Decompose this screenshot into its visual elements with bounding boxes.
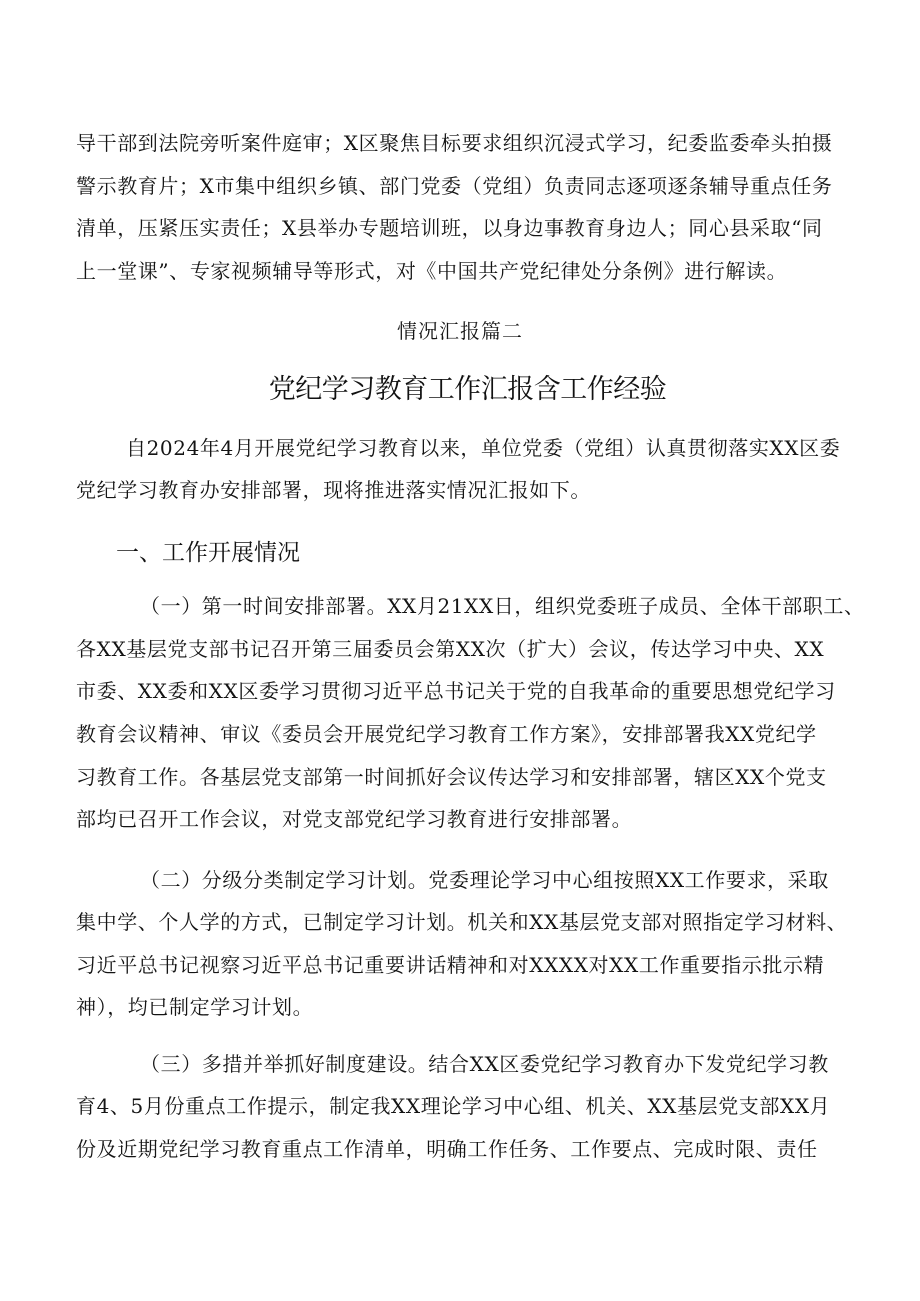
intro-line-2: 警示教育片；X市集中组织乡镇、部门党委（党组）负责同志逐项逐条辅导重点任务 [76, 174, 833, 198]
para-2-line-4: 神），均已制定学习计划。 [76, 995, 314, 1019]
intro-line-4: 上一堂课”、专家视频辅导等形式，对《中国共产党纪律处分条例》进行解读。 [76, 259, 788, 283]
para-1-line-6: 部均已召开工作会议，对党支部党纪学习教育进行安排部署。 [76, 807, 633, 831]
intro-line-3: 清单，压紧压实责任；X县举办专题培训班，以身边事教育身边人；同心县采取“同 [76, 216, 823, 240]
para-1-line-4: 教育会议精神、审议《委员会开展党纪学习教育工作方案》，安排部署我XX党纪学 [76, 722, 817, 746]
section-label: 情况汇报篇二 [397, 319, 523, 343]
para-1-line-2: 各XX基层党支部书记召开第三届委员会第XX次（扩大）会议，传达学习中央、XX [76, 637, 825, 661]
intro-line-1: 导干部到法院旁听案件庭审；X区聚焦目标要求组织沉浸式学习，纪委监委牵头拍摄 [76, 131, 833, 155]
opening-line-2: 党纪学习教育办安排部署，现将推进落实情况汇报如下。 [76, 478, 591, 502]
para-1-line-5: 习教育工作。各基层党支部第一时间抓好会议传达学习和安排部署，辖区XX个党支 [76, 765, 827, 789]
para-3-line-2: 育4、5月份重点工作提示，制定我XX理论学习中心组、机关、XX基层党支部XX月 [76, 1094, 831, 1118]
opening-line-1: 自2024年4月开展党纪学习教育以来，单位党委（党组）认真贯彻落实XX区委 [126, 436, 841, 460]
para-2-line-3: 习近平总书记视察习近平总书记重要讲话精神和对XXXX对XX工作重要指示批示精 [76, 953, 825, 977]
para-2-line-1: （二）分级分类制定学习计划。党委理论学习中心组按照XX工作要求，采取 [140, 868, 829, 892]
section-heading: 一、工作开展情况 [116, 540, 300, 566]
para-3-line-3: 份及近期党纪学习教育重点工作清单，明确工作任务、工作要点、完成时限、责任 [76, 1137, 818, 1161]
para-1-line-1: （一）第一时间安排部署。XX月21XX日，组织党委班子成员、全体干部职工、 [140, 594, 865, 618]
document-title: 党纪学习教育工作汇报含工作经验 [268, 374, 667, 405]
para-3-line-1: （三）多措并举抓好制度建设。结合XX区委党纪学习教育办下发党纪学习教 [140, 1052, 829, 1076]
para-1-line-3: 市委、XX委和XX区委学习贯彻习近平总书记关于党的自我革命的重要思想党纪学习 [76, 679, 836, 703]
para-2-line-2: 集中学、个人学的方式，已制定学习计划。机关和XX基层党支部对照指定学习材料、 [76, 910, 848, 934]
